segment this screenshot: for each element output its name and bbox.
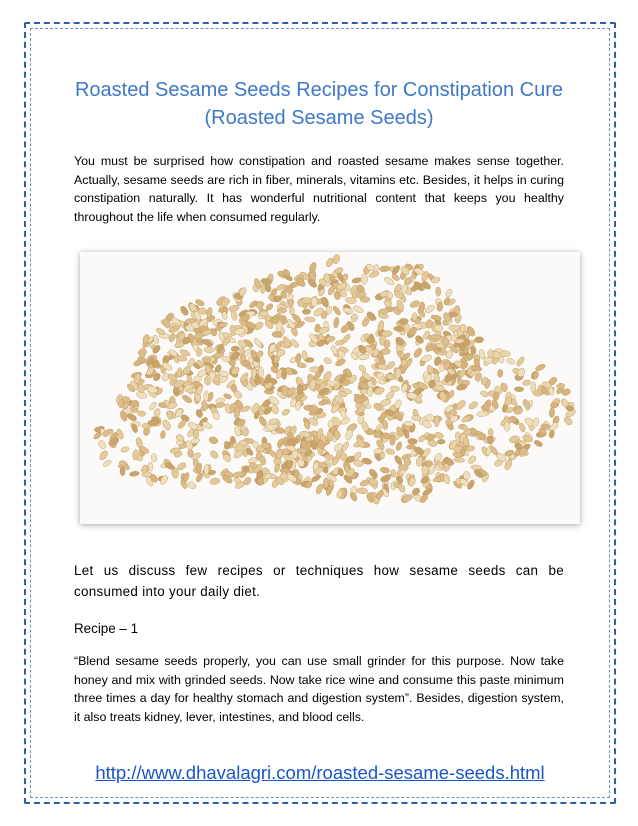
sesame-seed <box>399 318 409 324</box>
sesame-seed <box>148 462 153 471</box>
sesame-seed <box>168 332 177 343</box>
sesame-seed <box>518 422 526 432</box>
sesame-seed <box>431 334 441 340</box>
intro-paragraph: You must be surprised how constipation and roasted sesame makes sense together. Actually, sesame seeds are rich in fiber, minerals, vitamins etc. Besides, it helps in curing constipation naturally. It has wonderful nutritional content that keeps you healthy throughout the life when consumed regularly. <box>74 154 564 224</box>
sesame-seed <box>377 363 388 371</box>
sesame-seed <box>137 411 146 417</box>
sesame-seed <box>102 459 112 468</box>
recipe-paragraph: “Blend sesame seeds properly, you can use small grinder for this purpose. Now take honey and mix with grinded seeds. Now take rice wine and consume this paste minimum three times a day for healthy stomach and digestion system”. Besides, digestion system, it also treats kidney, lever, intestines, and blood cells. <box>74 654 564 724</box>
sesame-seed <box>382 331 393 337</box>
sesame-seed <box>152 334 160 344</box>
sesame-seed <box>318 399 329 406</box>
sesame-seed <box>514 387 524 392</box>
sesame-seed <box>506 357 516 365</box>
sesame-seed <box>260 311 268 317</box>
sesame-seed <box>324 453 335 461</box>
sesame-seed <box>222 356 231 363</box>
sesame-seed <box>467 454 478 465</box>
sesame-seed <box>379 398 391 407</box>
sesame-seed <box>315 483 325 495</box>
sesame-seed <box>535 363 547 372</box>
sesame-seed <box>302 298 312 304</box>
sesame-seed <box>434 325 443 332</box>
sesame-seed <box>230 310 238 321</box>
sesame-seed <box>445 288 454 298</box>
sesame-seed <box>533 439 543 448</box>
sesame-seed <box>412 347 423 359</box>
sesame-seed <box>289 338 300 349</box>
sesame-seed <box>332 254 341 265</box>
sesame-seed <box>515 355 525 367</box>
sesame-seed <box>341 333 352 344</box>
sesame-seed <box>332 305 342 316</box>
sesame-seed <box>389 434 395 445</box>
sesame-seed <box>333 317 339 329</box>
sesame-seed <box>319 365 324 374</box>
sesame-seed <box>357 487 368 494</box>
sesame-seed <box>179 305 190 317</box>
sesame-seed <box>382 420 389 430</box>
sesame-seed <box>563 416 574 427</box>
sesame-seed <box>424 304 436 314</box>
sesame-seed <box>442 337 449 346</box>
sesame-seed <box>161 419 172 432</box>
sesame-seed <box>187 480 198 491</box>
sesame-seed <box>139 347 146 358</box>
source-link[interactable]: http://www.dhavalagri.com/roasted-sesame-seeds.html <box>95 762 545 783</box>
recipe-heading: Recipe – 1 <box>74 621 139 636</box>
sesame-seed <box>549 408 555 418</box>
sesame-seed <box>488 349 494 357</box>
sesame-seed <box>98 449 109 461</box>
sesame-seed <box>390 386 399 392</box>
sesame-seed <box>204 391 209 402</box>
lead-in-paragraph: Let us discuss few recipes or techniques how sesame seeds can be consumed into your daily diet. <box>74 563 564 599</box>
sesame-seed <box>310 473 322 483</box>
sesame-seed <box>209 478 220 486</box>
sesame-seed <box>463 471 470 480</box>
sesame-seed <box>549 430 556 439</box>
sesame-seed <box>436 287 441 296</box>
sesame-seed <box>351 277 362 284</box>
sesame-seed <box>151 453 157 462</box>
sesame-seed <box>231 346 240 352</box>
sesame-seed <box>352 304 364 314</box>
sesame-seed <box>308 261 317 273</box>
sesame-seed <box>97 439 107 450</box>
sesame-seed <box>395 441 403 451</box>
document-title: Roasted Sesame Seeds Recipes for Constipation Cure (Roasted Sesame Seeds) <box>74 79 564 129</box>
sesame-seed <box>436 302 443 312</box>
sesame-seed <box>186 388 197 393</box>
sesame-seeds-photo <box>80 252 580 524</box>
sesame-seed <box>550 402 559 408</box>
sesame-seed <box>456 383 467 391</box>
sesame-seed <box>358 364 367 374</box>
sesame-seed <box>477 411 487 417</box>
sesame-seed <box>272 331 282 337</box>
sesame-seed <box>474 336 484 343</box>
sesame-seed <box>437 439 446 444</box>
sesame-seed <box>393 326 404 332</box>
sesame-seed <box>181 394 193 405</box>
sesame-seeds-image <box>80 252 580 524</box>
sesame-seed <box>530 381 536 392</box>
sesame-seed <box>488 428 493 436</box>
sesame-seed <box>463 437 469 446</box>
sesame-seed <box>166 410 173 420</box>
sesame-seed <box>340 452 347 461</box>
sesame-seed <box>120 446 130 453</box>
sesame-seed <box>556 383 564 389</box>
sesame-seed <box>204 347 215 354</box>
sesame-seed <box>234 425 241 437</box>
sesame-seed <box>393 454 403 466</box>
sesame-seed <box>342 307 354 315</box>
sesame-seed <box>385 448 395 456</box>
sesame-seed <box>350 313 359 323</box>
sesame-seed <box>301 350 307 360</box>
sesame-seed <box>224 403 231 414</box>
sesame-seed <box>295 353 302 364</box>
sesame-seed <box>258 415 268 427</box>
sesame-seed <box>255 375 261 385</box>
sesame-seed <box>208 436 219 445</box>
sesame-seed <box>379 265 390 272</box>
sesame-seed <box>281 290 287 298</box>
sesame-seed <box>380 467 390 474</box>
sesame-seed <box>129 471 140 477</box>
sesame-seed <box>242 428 248 436</box>
sesame-seed <box>202 356 211 363</box>
sesame-seed <box>522 379 531 386</box>
sesame-seed <box>497 369 503 378</box>
sesame-seed <box>431 314 442 321</box>
sesame-seed <box>361 273 368 284</box>
sesame-seed <box>434 431 444 439</box>
sesame-seed <box>349 491 359 502</box>
sesame-seed <box>398 464 409 470</box>
sesame-seed <box>318 462 328 468</box>
sesame-seed <box>270 404 280 415</box>
sesame-seed <box>302 309 311 315</box>
sesame-seed <box>421 465 428 475</box>
sesame-seed <box>231 384 237 393</box>
sesame-seed <box>282 386 289 397</box>
sesame-seed <box>160 430 166 439</box>
sesame-seed <box>323 356 333 365</box>
sesame-seed <box>407 438 417 444</box>
sesame-seed <box>153 408 161 418</box>
sesame-seed <box>468 400 479 410</box>
sesame-seed <box>209 449 219 460</box>
sesame-seed <box>304 316 315 322</box>
sesame-seed <box>281 370 286 379</box>
sesame-seed <box>454 457 465 463</box>
sesame-seed <box>281 408 291 417</box>
sesame-seed <box>411 415 421 421</box>
sesame-seed <box>409 299 420 309</box>
sesame-seed <box>204 376 211 386</box>
